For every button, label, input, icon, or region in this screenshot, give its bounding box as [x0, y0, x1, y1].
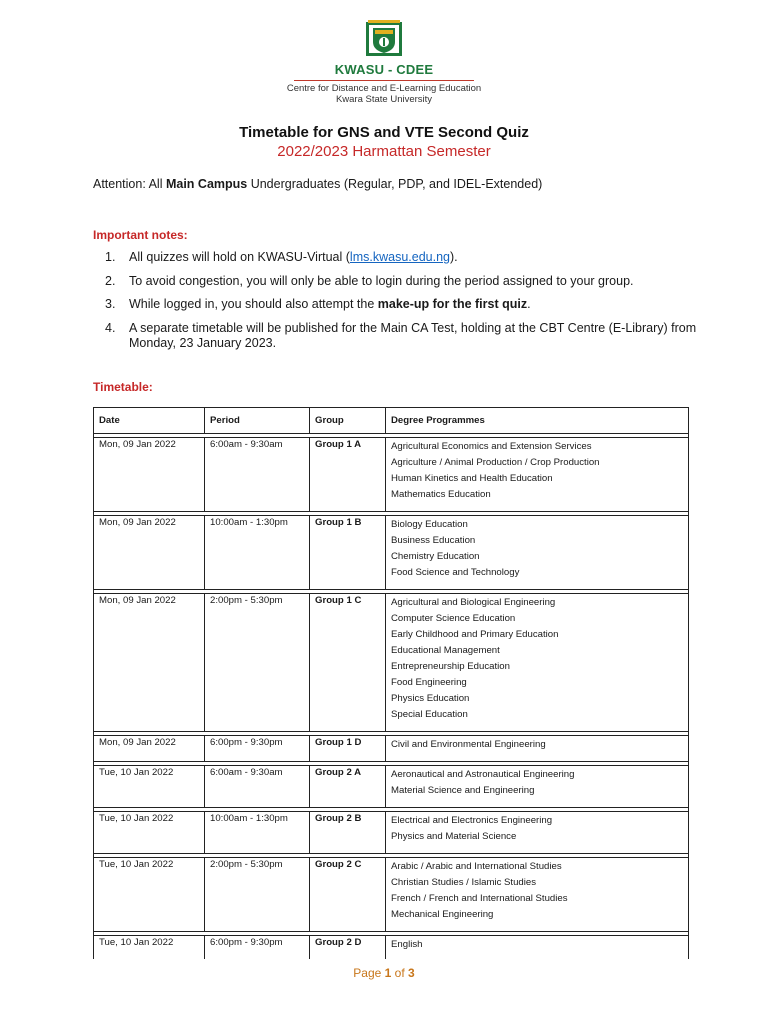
cell-period: 2:00pm - 5:30pm	[205, 858, 310, 932]
centre-name: Centre for Distance and E-Learning Education	[286, 83, 482, 94]
kwasu-logo-icon	[364, 18, 404, 58]
cell-period: 6:00am - 9:30am	[205, 766, 310, 808]
cell-date: Tue, 10 Jan 2022	[94, 936, 205, 960]
university-name: Kwara State University	[335, 94, 433, 105]
note-text: While logged in, you should also attempt the	[129, 297, 378, 311]
programme-name: Agriculture / Animal Production / Crop Production	[391, 457, 600, 468]
cell-group: Group 1 D	[310, 736, 386, 762]
cell-programmes	[386, 438, 689, 512]
cell-date: Mon, 09 Jan 2022	[94, 736, 205, 762]
notes-heading: Important notes:	[93, 228, 188, 242]
programme-name: Mathematics Education	[391, 489, 491, 500]
cell-group: Group 1 C	[310, 594, 386, 732]
note-item	[93, 250, 713, 266]
cell-date: Mon, 09 Jan 2022	[94, 438, 205, 512]
footer-mid: of	[391, 966, 409, 980]
cell-group: Group 2 D	[310, 936, 386, 960]
cell-programmes	[386, 594, 689, 732]
note-text-end: .	[527, 297, 531, 311]
page-footer	[0, 966, 768, 980]
programme-name: Agricultural and Biological Engineering	[391, 597, 556, 608]
programme-name: Early Childhood and Primary Education	[391, 629, 559, 640]
cell-period: 6:00pm - 9:30pm	[205, 936, 310, 960]
table-row	[94, 594, 689, 732]
programme-name: Arabic / Arabic and International Studies	[391, 861, 562, 872]
programme-name: Physics Education	[391, 693, 470, 704]
note-text: All quizzes will hold on KWASU-Virtual (	[129, 250, 350, 264]
cell-date: Tue, 10 Jan 2022	[94, 766, 205, 808]
cell-programmes	[386, 936, 689, 960]
header-date: Date	[94, 408, 205, 434]
note-number: 4.	[105, 320, 116, 335]
attention-prefix: Attention: All	[93, 177, 166, 191]
table-row	[94, 438, 689, 512]
programme-name: Biology Education	[391, 519, 468, 530]
cell-group: Group 2 B	[310, 812, 386, 854]
programme-name: Chemistry Education	[391, 551, 480, 562]
note-number: 1.	[105, 250, 116, 264]
programme-name: Civil and Environmental Engineering	[391, 739, 546, 750]
cell-programmes	[386, 736, 689, 762]
note-item	[93, 321, 713, 352]
attention-bold: Main Campus	[165, 177, 248, 191]
programme-name: Aeronautical and Astronautical Engineering	[391, 769, 575, 780]
header-programmes: Degree Programmes	[386, 408, 689, 434]
programme-name: Special Education	[391, 709, 468, 720]
header-rule	[294, 80, 474, 81]
footer-current-page: 1	[384, 966, 392, 980]
note-number: 2.	[105, 273, 116, 288]
note-item	[93, 297, 713, 313]
cell-period: 6:00pm - 9:30pm	[205, 736, 310, 762]
programme-name: Entrepreneurship Education	[391, 661, 510, 672]
cell-date: Tue, 10 Jan 2022	[94, 858, 205, 932]
programme-name: Educational Management	[391, 645, 500, 656]
lms-link[interactable]: lms.kwasu.edu.ng	[349, 250, 450, 264]
timetable-body	[94, 434, 689, 960]
header-period: Period	[205, 408, 310, 434]
note-item	[93, 274, 713, 290]
cell-period: 6:00am - 9:30am	[205, 438, 310, 512]
footer-prefix: Page	[353, 966, 385, 980]
programme-name: Human Kinetics and Health Education	[391, 473, 553, 484]
table-row	[94, 936, 689, 960]
note-text: A separate timetable will be published for the Main CA Test, holding at the CBT Centre (E-Library) from Monday, 23 January 2023.	[129, 320, 697, 350]
table-row	[94, 516, 689, 590]
cell-period: 2:00pm - 5:30pm	[205, 594, 310, 732]
notes-list	[93, 250, 713, 360]
document-header	[0, 18, 768, 105]
cell-date: Mon, 09 Jan 2022	[94, 594, 205, 732]
programme-name: French / French and International Studies	[391, 893, 568, 904]
cell-programmes	[386, 812, 689, 854]
cell-group: Group 2 A	[310, 766, 386, 808]
cell-programmes	[386, 858, 689, 932]
table-header-row	[94, 408, 689, 434]
programme-name: Business Education	[391, 535, 476, 546]
table-row	[94, 766, 689, 808]
cell-group: Group 1 A	[310, 438, 386, 512]
programme-name: Food Engineering	[391, 677, 467, 688]
note-number: 3.	[105, 297, 116, 311]
cell-group: Group 2 C	[310, 858, 386, 932]
timetable-container	[93, 407, 689, 959]
document-subtitle: 2022/2023 Harmattan Semester	[277, 143, 491, 160]
document-title: Timetable for GNS and VTE Second Quiz	[239, 124, 529, 141]
programme-name: Physics and Material Science	[391, 831, 517, 842]
programme-name: English	[391, 939, 423, 950]
note-bold: make-up for the first quiz	[377, 297, 528, 311]
footer-total-pages: 3	[408, 966, 415, 980]
programme-name: Electrical and Electronics Engineering	[391, 815, 553, 826]
programme-name: Agricultural Economics and Extension Services	[391, 441, 592, 452]
programme-name: Food Science and Technology	[391, 567, 520, 578]
cell-group: Group 1 B	[310, 516, 386, 590]
cell-date: Tue, 10 Jan 2022	[94, 812, 205, 854]
timetable	[93, 407, 689, 959]
table-row	[94, 858, 689, 932]
cell-period: 10:00am - 1:30pm	[205, 516, 310, 590]
table-row	[94, 736, 689, 762]
attention-line	[93, 177, 542, 191]
brand-name: KWASU - CDEE	[334, 62, 434, 77]
header-group: Group	[310, 408, 386, 434]
programme-name: Material Science and Engineering	[391, 785, 535, 796]
timetable-heading: Timetable:	[93, 380, 153, 394]
programme-name: Mechanical Engineering	[391, 909, 494, 920]
note-text: To avoid congestion, you will only be able to login during the period assigned to your group.	[129, 273, 634, 288]
note-text-end: ).	[449, 250, 458, 264]
cell-period: 10:00am - 1:30pm	[205, 812, 310, 854]
cell-date: Mon, 09 Jan 2022	[94, 516, 205, 590]
cell-programmes	[386, 766, 689, 808]
programme-name: Christian Studies / Islamic Studies	[391, 877, 537, 888]
cell-programmes	[386, 516, 689, 590]
programme-name: Computer Science Education	[391, 613, 516, 624]
table-row	[94, 812, 689, 854]
attention-suffix: Undergraduates (Regular, PDP, and IDEL-Extended)	[247, 177, 543, 191]
